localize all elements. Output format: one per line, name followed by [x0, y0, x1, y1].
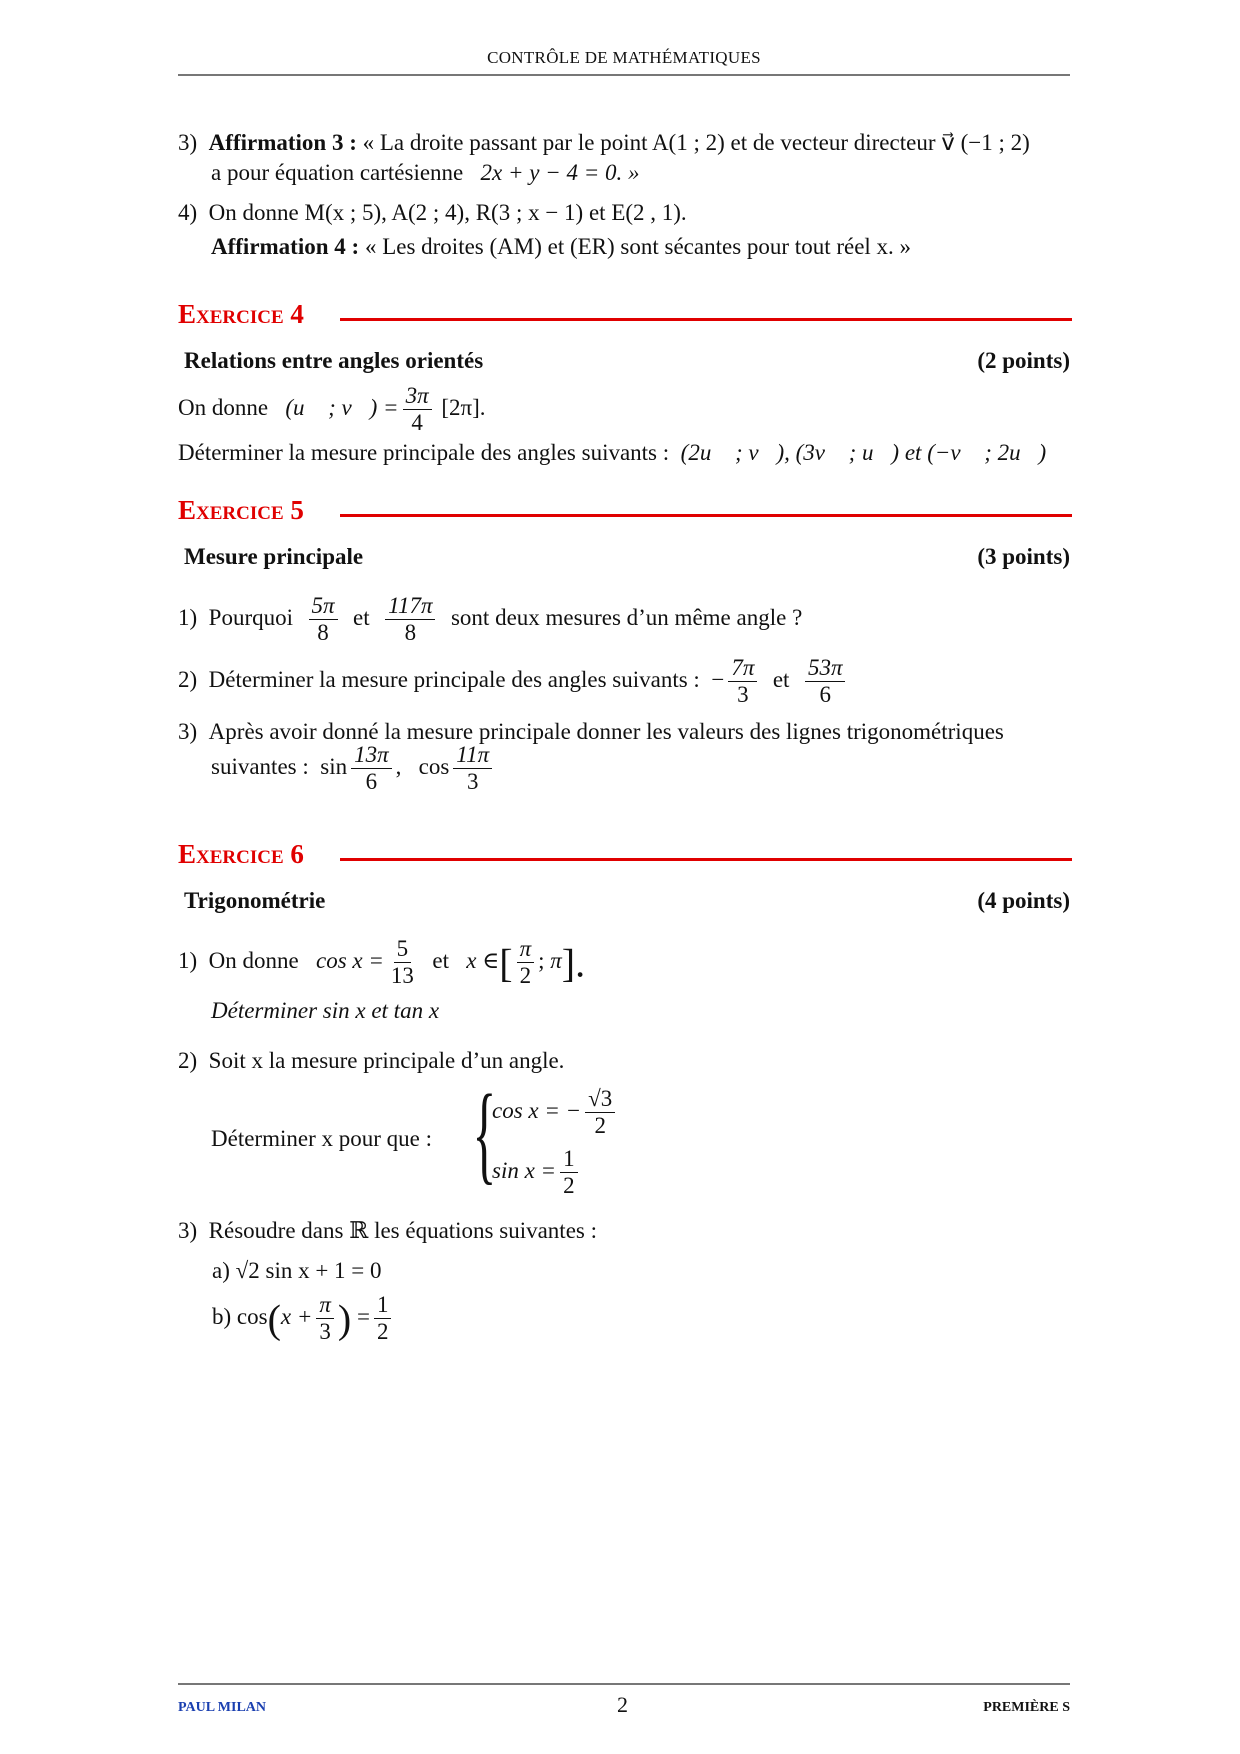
fraction: [388, 936, 417, 990]
text: sont deux mesures d’un même angle ?: [450, 605, 803, 631]
denominator: 3: [737, 682, 749, 708]
math: cos x =: [316, 948, 384, 974]
header-rule: [178, 74, 1070, 76]
header-title: CONTRÔLE DE MATHÉMATIQUES: [487, 48, 761, 67]
numerator: √3: [585, 1086, 615, 1113]
fraction: [309, 593, 338, 647]
bracket: [: [499, 940, 513, 986]
item-number: 2): [178, 667, 198, 693]
ex4-given: [178, 383, 486, 437]
text: Déterminer la mesure principale des angles suivants :: [208, 667, 700, 693]
q3-line: [178, 130, 1030, 156]
affirmation-text: « Les droites (AM) et (ER) sont sécantes pour tout réel x. »: [364, 234, 912, 259]
exercise-4-title: Exercice 4: [178, 299, 304, 329]
denominator: 2: [376, 1319, 389, 1345]
math: π: [550, 948, 562, 974]
denominator: 3: [319, 1319, 331, 1345]
text: et: [432, 948, 449, 974]
numerator: 11π: [453, 742, 492, 769]
text: Après avoir donné la mesure principale donner les valeurs des lignes trigonométriques: [208, 719, 1004, 744]
text: ,: [395, 754, 402, 780]
denominator: 13: [390, 963, 414, 989]
q4-line2: [211, 234, 911, 260]
math: (u⃗ ; v⃗) =: [285, 395, 399, 421]
exercise-5-rule: [340, 514, 1072, 517]
fraction: [517, 936, 535, 990]
numerator: 1: [374, 1292, 392, 1319]
system-sin: [492, 1146, 582, 1200]
numerator: 53π: [805, 655, 846, 682]
numerator: π: [517, 936, 535, 963]
ex6-q1: [178, 936, 585, 990]
affirmation-label: Affirmation 3 :: [208, 130, 357, 155]
item-number: 3): [178, 719, 198, 744]
ex6-q1-line2: Déterminer sin x et tan x: [211, 998, 440, 1023]
text: Soit x la mesure principale d’un angle.: [208, 1048, 565, 1073]
footer-author: PAUL MILAN: [178, 1700, 267, 1715]
exercise-6-subtitle: Trigonométrie: [184, 888, 326, 913]
exercise-5-subtitle: Mesure principale: [184, 544, 364, 569]
text: et: [772, 667, 790, 693]
ex4-task: [178, 440, 1046, 466]
math: cos: [418, 754, 450, 780]
numerator: 5π: [309, 593, 338, 620]
exercise-5-points: (3 points): [977, 544, 1070, 569]
ex6-q2: [178, 1048, 564, 1074]
math: ;: [538, 948, 545, 974]
text: Résoudre dans ℝ les équations suivantes :: [208, 1218, 597, 1243]
denominator: 3: [466, 769, 479, 795]
bracket: ].: [561, 940, 586, 986]
exercise-4-points: (2 points): [977, 348, 1070, 373]
text: On donne M(x ; 5), A(2 ; 4), R(3 ; x − 1) et E(2 , 1).: [208, 200, 687, 225]
footer-class: PREMIÈRE S: [983, 1700, 1070, 1715]
item-number: 1): [178, 948, 198, 974]
math: x ∈: [466, 948, 500, 974]
numerator: π: [316, 1292, 334, 1319]
math: b) cos: [212, 1304, 268, 1330]
math: =: [357, 1304, 370, 1330]
item-number: 3): [178, 130, 198, 155]
affirmation-label: Affirmation 4 :: [211, 234, 360, 259]
item-number: 3): [178, 1218, 198, 1243]
math: sin: [320, 754, 348, 780]
text: suivantes :: [211, 754, 309, 780]
exercise-6-points: (4 points): [977, 888, 1070, 913]
exercise-5-title: Exercice 5: [178, 495, 304, 525]
math: (2u⃗ ; v⃗), (3v⃗ ; u⃗) et (−v⃗ ; 2u⃗): [680, 440, 1047, 465]
math: x +: [280, 1304, 313, 1330]
text: On donne: [208, 948, 299, 974]
exercise-4-subtitle: Relations entre angles orientés: [184, 348, 484, 373]
text: a pour équation cartésienne: [211, 160, 464, 185]
fraction: [351, 742, 392, 796]
ex6-q3-a: a) √2 sin x + 1 = 0: [212, 1258, 382, 1283]
numerator: 117π: [385, 593, 435, 620]
exercise-4-rule: [340, 318, 1072, 321]
q4-line: [178, 200, 687, 226]
denominator: 8: [404, 620, 417, 646]
fraction: [560, 1146, 578, 1200]
item-number: 1): [178, 605, 198, 631]
text: et: [353, 605, 370, 631]
denominator: 2: [563, 1173, 575, 1199]
q3-line2: [211, 160, 639, 186]
fraction: [403, 383, 432, 437]
paren: ): [337, 1296, 352, 1342]
fraction: [585, 1086, 615, 1140]
math: sin x =: [492, 1158, 557, 1184]
fraction: [453, 742, 492, 796]
math: cos x = −: [492, 1098, 582, 1124]
system-cos: [492, 1086, 619, 1140]
denominator: 4: [411, 410, 423, 436]
ex6-q3: [178, 1218, 597, 1244]
page-number: 2: [617, 1692, 628, 1717]
ex6-q3-b: [212, 1292, 395, 1346]
denominator: 2: [594, 1113, 606, 1139]
item-number: 4): [178, 200, 198, 225]
numerator: 7π: [728, 655, 757, 682]
numerator: 1: [560, 1146, 578, 1173]
denominator: 6: [365, 769, 378, 795]
ex5-q1: [178, 593, 802, 647]
fraction: [728, 655, 757, 709]
denominator: 6: [819, 682, 831, 708]
text: Déterminer la mesure principale des angles suivants :: [178, 440, 670, 465]
exercise-6-rule: [340, 858, 1072, 861]
paren: (: [267, 1296, 281, 1342]
text: On donne: [178, 395, 269, 421]
fraction: [316, 1292, 334, 1346]
numerator: 3π: [403, 383, 432, 410]
text: Pourquoi: [208, 605, 294, 631]
denominator: 8: [317, 620, 329, 646]
equation: 2x + y − 4 = 0. »: [480, 160, 640, 185]
numerator: 5: [394, 936, 412, 963]
math: [2π].: [441, 395, 486, 421]
denominator: 2: [519, 963, 532, 989]
minus-sign: −: [711, 667, 725, 693]
ex6-q2-pre: Déterminer x pour que :: [211, 1126, 432, 1151]
ex5-q3-line2: [211, 742, 496, 796]
fraction: [805, 655, 846, 709]
fraction: [385, 593, 435, 647]
system-brace: {: [472, 1072, 497, 1194]
exercise-6-title: Exercice 6: [178, 839, 304, 869]
item-number: 2): [178, 1048, 198, 1073]
fraction: [374, 1292, 392, 1346]
ex5-q2: [178, 655, 849, 709]
footer-rule: [178, 1683, 1070, 1685]
affirmation-text: « La droite passant par le point A(1 ; 2) et de vecteur directeur v⃗ (−1 ; 2): [362, 130, 1030, 155]
numerator: 13π: [351, 742, 392, 769]
